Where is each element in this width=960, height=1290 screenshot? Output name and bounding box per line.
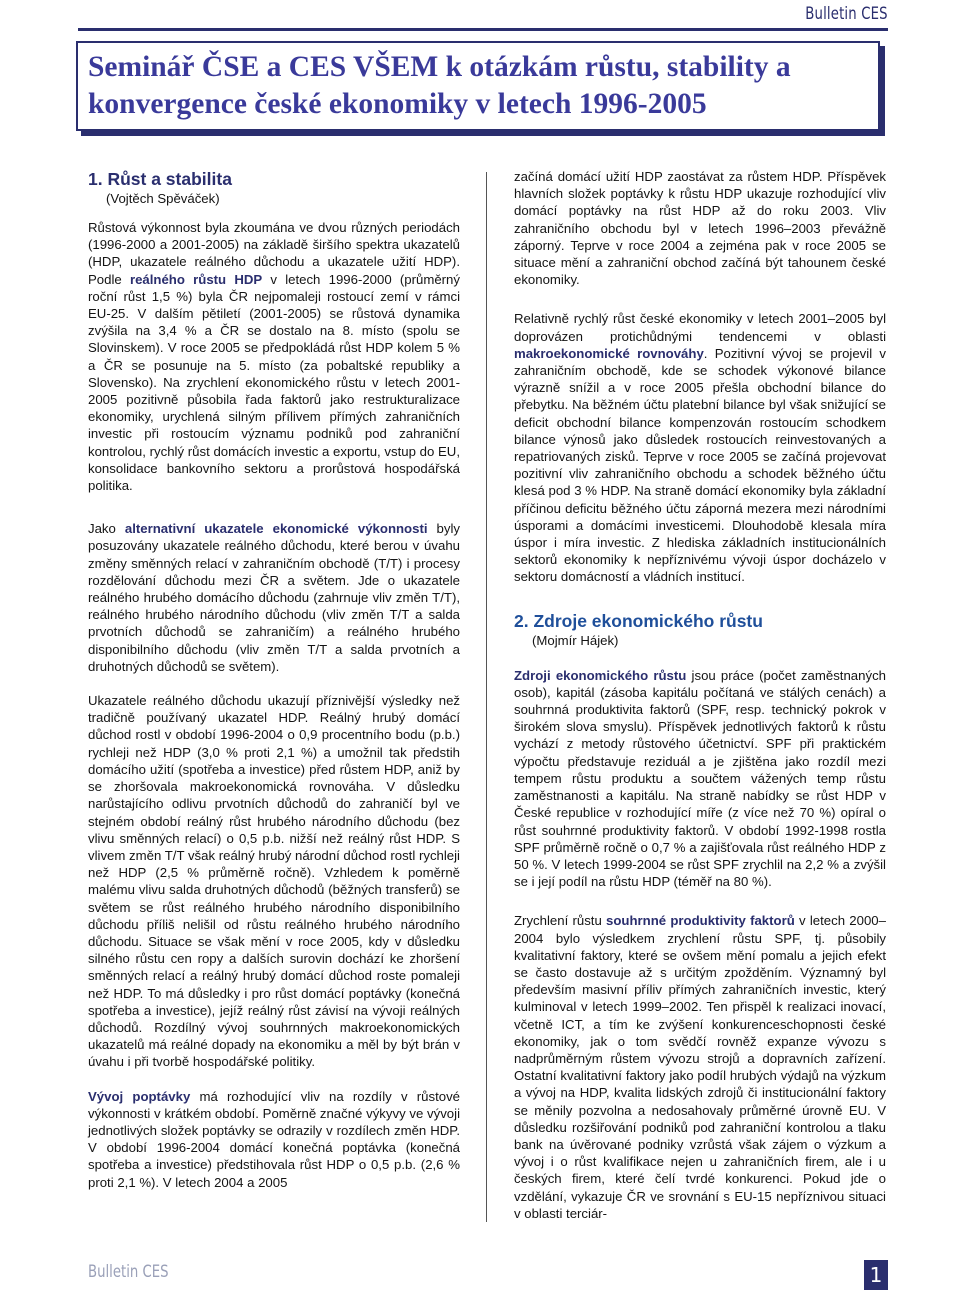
paragraph: Relativně rychlý růst české ekonomiky v letech 2001–2005 byl doprovázen protichůdnými tendencemi v oblasti makroekonomické rovnováhy. Pozitivní vývoj se projevil v zahraničním obchodě, kde se schodek výkonové bilance výrazně snížil a v roce 2005 přešla obchodní bilance do přebytku. Na běžném účtu platební bilance byl však snižující se deficit obchodní bilance kompenzován rostoucím schodkem bilance výnosů jako důsledek rostoucích reinvestovaných a repatriovaných zisků. Teprve v roce 2005 se začíná projevovat pozitivní vliv zahraničního obchodu a schodek běžného účtu klesá pod 3 % HDP. Na straně domácí ekonomiky byla základní příčinou deficitu běžného účtu záporná mezera mezi národními úsporami a domácími investicemi. Dlouhodobě klesala míra úspor i míra investic. Z hlediska základních institucionálních sektorů ekonomiky k nepříznivému vývoji úspor docházelo v sektoru domácností a vládních institucí. — [514, 311, 886, 585]
header-rule — [78, 28, 888, 31]
paragraph: začíná domácí užití HDP zaostávat za růstem HDP. Příspěvek hlavních složek poptávky k růstu HDP ukazuje rozhodující vliv domácí poptávky na růst HDP až do roku 2003. Vliv zahraničního obchodu byl v letech 1996–2003 převážně záporný. Teprve v roce 2004 a zejména pak v roce 2005 se situace mění a zahraniční obchod začíná být tahounem české ekonomiky. — [514, 169, 886, 288]
section2-author: (Mojmír Hájek) — [532, 632, 619, 648]
right-column — [514, 168, 886, 1239]
highlight-term: alternativní ukazatele ekonomické výkonnosti — [124, 521, 428, 537]
left-column — [88, 168, 460, 1208]
page-number: 1 — [864, 1260, 888, 1290]
paragraph: Zrychlení růstu souhrnné produktivity faktorů v letech 2000–2004 bylo výsledkem zrychlení růstu SPF, tj. působily kvalitativní faktory, které se ovšem mění pomalu a jejich efekt se často dostavuje až s určitým zpožděním. Významný byl především masivní příliv přímých zahraničních investic, který kulminoval v letech 1999–2002. Ten přispěl k realizaci inovací, včetně ICT, a tím ke zvýšení konkurenceschopnosti české ekonomiky, jak o tom svědčí rovněž expanze vývozu s nadprůměrným růstem vývozu strojů a dopravních zařízení. Ostatní kvalitativní faktory jako podíl hrubých výdajů na výzkum a vývoj na HDP, kvalita lidských zdrojů či institucionální faktory se měnily pozvolna a nedosahovaly průměrné úrovně EU. V důsledku rozšiřování podniků pod zahraniční kontrolou a tlaku bank na úvěrované podniky vzrůstá však zájem o výzkum a vývoj i o růst kvalifikace nejen u zahraničních firem, ale i u českých firem, které čelí tvrdé konkurenci. Pokud jde o vzdělání, vykazuje ČR ve srovnání s EU-15 nepříznivou situaci v oblasti terciár- — [514, 913, 886, 1221]
footer-brand: Bulletin CES — [88, 1262, 169, 1282]
paragraph: Vývoj poptávky má rozhodující vliv na rozdíly v růstové výkonnosti v krátkém období. Poměrně značné výkyvy ve vývoji jednotlivých složek poptávky se odrazily v rozdílech změn HDP. V období 1996-2004 domácí konečná poptávka (konečná spotřeba a investice) předstihovala růst HDP o 0,5 p.b. (2,6 % proti 2,1 %). V letech 2004 a 2005 — [88, 1088, 460, 1190]
highlight-term: makroekonomické rovnováhy — [514, 345, 704, 361]
section1-author: (Vojtěch Spěváček) — [106, 191, 220, 206]
highlight-term: souhrnné produktivity faktorů — [606, 913, 795, 929]
title-box — [76, 41, 880, 131]
section2-heading: 2. Zdroje ekonomického růstu — [514, 610, 763, 631]
section1-heading: 1. Růst a stabilita — [88, 169, 232, 189]
header-brand: Bulletin CES — [805, 4, 888, 24]
highlight-term: reálného růstu HDP — [129, 271, 263, 287]
paragraph: Jako alternativní ukazatele ekonomické výkonnosti byly posuzovány ukazatele reálného důchodu, které berou v úvahu změny směnných relací v zahraničním obchodě (T/T) i procesy rozdělování důchodu mezi ČR a světem. Jde o ukazatele reálného hrubého domácího důchodu (zahrnuje vliv změn T/T), reálného hrubého národního důchodu (vliv změn T/T a salda prvotních důchodů se zahraničím) a reálného hrubého disponibilního důchodu (vliv změn T/T a salda prvotních a druhotných důchodů se světem). — [88, 521, 460, 674]
paragraph: Ukazatele reálného důchodu ukazují příznivější výsledky než tradičně používaný ukazatel HDP. Reálný hrubý domácí důchod rostl v období 1996-2004 o 0,9 procentního bodu (p.b.) rychleji než HDP (3,0 % proti 2,1 %) a umožnil tak předstih domácího užití (spotřeba a investice) před růstem HDP, aniž by se zhoršovala makroekonomická rovnováha. V důsledku narůstajícího odlivu prvotních důchodů do zahraničí byl ve stejném období reálný růst hrubého národního důchodu (bez vlivu směnných relací) o 0,5 p.b. nižší než reálný růst HDP. S vlivem změn T/T však reálný hrubý národní důchod rostl rychleji než HDP (2,5 % průměrně ročně). Vzhledem k poměrně malému vlivu salda druhotných důchodů (běžných transferů) se světem se růst reálného hrubého národního disponibilního důchodu příliš nelišil od růstu reálného hrubého národního důchodu. Situace se však mění v roce 2005, kdy v důsledku silného růstu cen ropy a dalších surovin dochází ke zhoršení směnných relací a reálný hrubý domácí důchod roste pomaleji než HDP. To má důsledky i pro růst domácí poptávky (konečná spotřeba a investice), jejíž reálný růst závisí na vývoji reálných důchodů. Rozdílný vývoj souhrnných makroekonomických ukazatelů má reálné dopady na ekonomiku a měl by být brán v úvahu i při tvorbě hospodářské politiky. — [88, 693, 460, 1070]
highlight-term: Vývoj poptávky — [88, 1088, 191, 1104]
highlight-term: Zdroji ekonomického růstu — [514, 667, 687, 683]
paragraph: Růstová výkonnost byla zkoumána ve dvou různých periodách (1996-2000 a 2001-2005) na základě širšího spektra ukazatelů (HDP, ukazatele reálného důchodu a ukazatele užití HDP). Podle reálného růstu HDP v letech 1996-2000 (průměrný roční růst 1,5 %) byla ČR nejpomaleji rostoucí zemí v rámci EU-25. V dalším pětiletí (2001-2005) se růstová dynamika zvýšila na 3,4 % a ČR se dostalo na 8. místo (spolu se Slovinskem). V roce 2005 se předpokládá růst HDP kolem 5 % a ČR se posunuje na 5. místo (za pobaltské republiky a Slovensko). Na zrychlení ekonomického růstu v letech 2001-2005 pozitivně působila řada faktorů jako restrukturalizace ekonomiky, urychlená silným přílivem přímých zahraničních investic při rostoucím významu podniků pod zahraniční kontrolou, rychlý růst domácích investic a exportu, vstup do EU, konsolidace bankovního sektoru a prorůstová hospodářská politika. — [88, 220, 460, 494]
column-divider — [486, 172, 487, 1222]
paragraph: Zdroji ekonomického růstu jsou práce (počet zaměstnaných osob), kapitál (zásoba kapitálu počítaná ve stálých cenách) a souhrnná produktivita faktorů (SPF, resp. technický pokrok v širokém slova smyslu). Příspěvek jednotlivých faktorů k růstu vychází z metody růstového účetnictví. SPF při praktickém výpočtu představuje reziduál a je zjištěna jako rozdíl mezi tempem růstu produktu a součtem vážených temp růstu zaměstnanosti a kapitálu. Na straně nabídky se růst HDP v České republice v rozhodující míře (z více než 70 %) opíral o růst souhrnné produktivity faktorů. V období 1992-1998 rostla SPF průměrně ročně o 0,7 % a zajišťovala růst reálného HDP z 50 %. V letech 1999-2004 se růst SPF zrychlil na 2,2 % a zvýšil se i její podíl na růstu HDP (téměř na 80 %). — [514, 667, 886, 890]
page-title: Seminář ČSE a CES VŠEM k otázkám růstu, stability a konvergence české ekonomiky v letech 1996-2005 — [88, 51, 791, 120]
